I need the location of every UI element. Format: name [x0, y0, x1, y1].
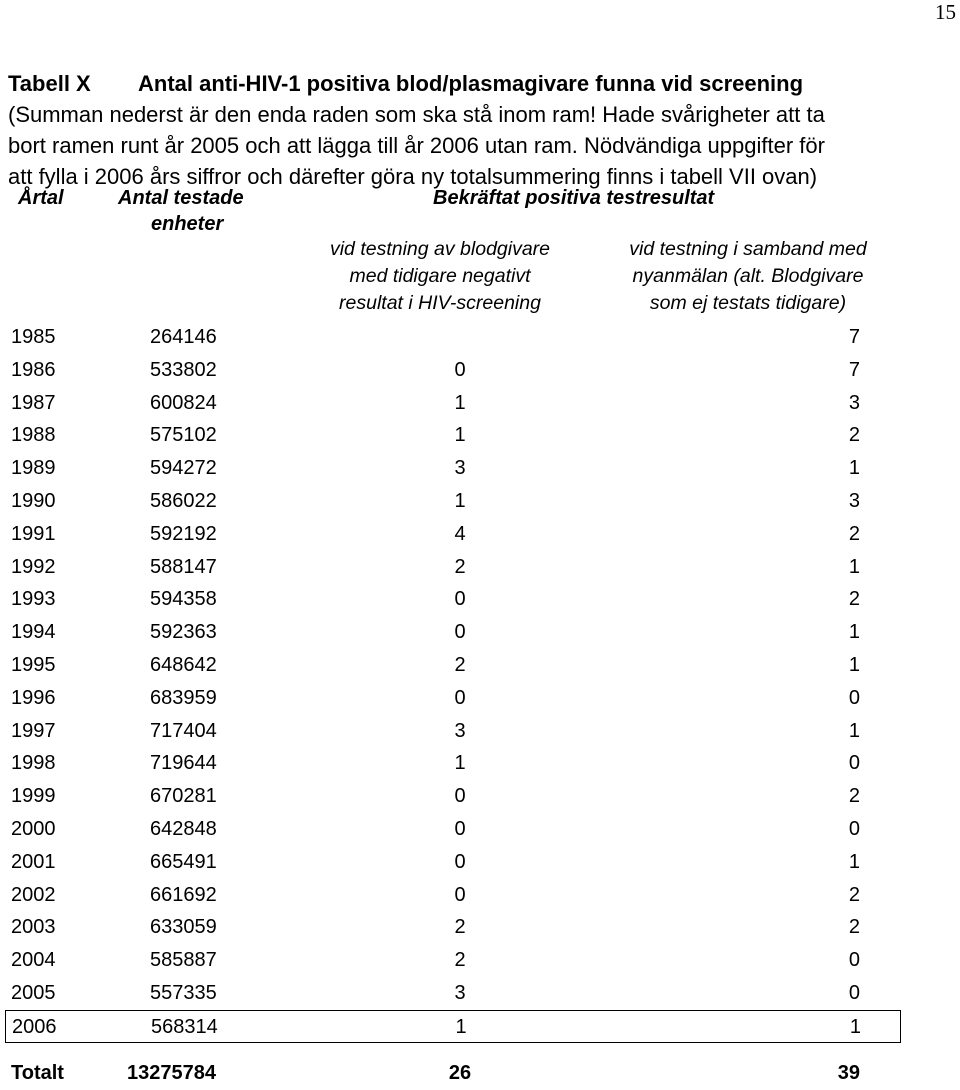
- cell-neg: 0: [454, 883, 466, 906]
- cell-new: 1: [849, 1015, 861, 1038]
- cell-units: 588147: [150, 555, 217, 578]
- cell-neg: 1: [455, 1015, 467, 1038]
- cell-new: 1: [848, 719, 860, 742]
- cell-units: 533802: [150, 358, 217, 381]
- header-neg-line-1: vid testning av blodgivare: [329, 238, 551, 260]
- cell-units: 719644: [150, 752, 217, 775]
- total-new: 39: [837, 1062, 860, 1084]
- cell-year: 1999: [11, 785, 56, 808]
- cell-new: 2: [848, 522, 860, 545]
- cell-year: 1992: [11, 555, 56, 578]
- cell-year: 1993: [11, 588, 56, 611]
- cell-year: 1996: [11, 686, 56, 709]
- cell-new: 7: [848, 326, 860, 348]
- table-row: [0, 911, 960, 944]
- cell-neg: 1: [454, 752, 466, 775]
- cell-units: 600824: [150, 391, 217, 414]
- caption-note-line-2: bort ramen runt år 2005 och att lägga till år 2006 utan ram. Nödvändiga uppgifter för: [8, 133, 825, 158]
- cell-units: 592363: [150, 621, 217, 644]
- table-caption: [8, 68, 960, 192]
- cell-new: 1: [848, 621, 860, 644]
- table-row: [0, 846, 960, 879]
- cell-year: 2000: [11, 818, 56, 840]
- cell-neg: 0: [454, 818, 466, 840]
- cell-units: 661692: [150, 883, 217, 906]
- cell-neg: 0: [454, 785, 466, 808]
- caption-title-line: [8, 68, 960, 99]
- cell-units: 575102: [150, 424, 217, 447]
- table-row: [0, 682, 960, 715]
- total-row: [0, 1057, 960, 1090]
- header-year: Årtal: [18, 187, 64, 209]
- cell-year: 1987: [11, 391, 56, 414]
- caption-note-line-3: att fylla i 2006 års siffror och därefter göra ny totalsummering finns i tabell VII ovan): [8, 164, 818, 189]
- cell-year: 1998: [11, 752, 56, 775]
- cell-new: 0: [848, 949, 860, 972]
- header-neg-line-2: med tidigare negativt: [349, 265, 531, 287]
- cell-new: 7: [848, 358, 860, 381]
- cell-neg: 4: [454, 522, 466, 545]
- cell-units: 557335: [150, 982, 217, 1004]
- header-neg-line-3: resultat i HIV-screening: [339, 292, 541, 314]
- table-row: [0, 747, 960, 780]
- cell-year: 2001: [11, 850, 56, 873]
- cell-new: 2: [848, 424, 860, 447]
- table-row: [0, 551, 960, 584]
- cell-year: 1990: [11, 490, 56, 512]
- cell-units: 670281: [150, 785, 217, 808]
- header-new-line-2: nyanmälan (alt. Blodgivare: [632, 265, 864, 287]
- cell-neg: 0: [454, 358, 466, 381]
- cell-year: 2005: [11, 982, 56, 1004]
- cell-units: 633059: [150, 916, 217, 939]
- table-row: [0, 583, 960, 616]
- cell-units: 642848: [150, 818, 217, 840]
- cell-year: 2006: [12, 1015, 57, 1038]
- caption-note-line-1: (Summan nederst är den enda raden som ska stå inom ram! Hade svårigheter att ta: [8, 102, 825, 127]
- table-row: [0, 485, 960, 518]
- cell-year: 1988: [11, 424, 56, 447]
- table-row: [0, 879, 960, 912]
- table-row: [0, 419, 960, 452]
- total-neg: 26: [448, 1062, 472, 1084]
- cell-neg: 0: [454, 686, 466, 709]
- cell-units: 665491: [150, 850, 217, 873]
- table-row: [0, 354, 960, 387]
- cell-units: 717404: [150, 719, 217, 742]
- cell-units: 594272: [150, 457, 217, 480]
- table-row: [0, 616, 960, 649]
- cell-neg: 3: [454, 457, 466, 480]
- cell-neg: 2: [454, 555, 466, 578]
- cell-neg: 1: [454, 391, 466, 414]
- table-row: [0, 780, 960, 813]
- header-units-line-2: enheter: [151, 213, 224, 235]
- cell-new: 1: [848, 654, 860, 676]
- header-new-line-1: vid testning i samband med: [629, 238, 867, 260]
- cell-units: 648642: [150, 654, 217, 676]
- header-confirmed: Bekräftat positiva testresultat: [433, 187, 715, 209]
- cell-year: 1989: [11, 457, 56, 480]
- table-row: [0, 387, 960, 420]
- cell-year: 2003: [11, 916, 56, 939]
- cell-new: 3: [848, 490, 860, 512]
- table-row: [0, 649, 960, 682]
- header-units-line-1: Antal testade: [118, 187, 244, 209]
- cell-neg: 0: [454, 621, 466, 644]
- cell-new: 1: [848, 555, 860, 578]
- cell-year: 1995: [11, 654, 56, 676]
- cell-units: 568314: [151, 1015, 218, 1038]
- cell-year: 2002: [11, 883, 56, 906]
- cell-neg: 0: [454, 850, 466, 873]
- cell-new: 0: [848, 752, 860, 775]
- cell-units: 592192: [150, 522, 217, 545]
- cell-new: 0: [848, 686, 860, 709]
- cell-new: 2: [848, 883, 860, 906]
- cell-new: 0: [848, 818, 860, 840]
- total-label: Totalt: [11, 1062, 64, 1084]
- table-row: [0, 321, 960, 354]
- cell-new: 3: [848, 391, 860, 414]
- cell-neg: 2: [454, 916, 466, 939]
- table-row: [0, 452, 960, 485]
- cell-units: 264146: [150, 326, 217, 348]
- table-row: [0, 944, 960, 977]
- cell-neg: 1: [454, 490, 466, 512]
- cell-new: 2: [848, 588, 860, 611]
- cell-units: 585887: [150, 949, 217, 972]
- cell-year: 1986: [11, 358, 56, 381]
- cell-year: 1985: [11, 326, 56, 348]
- cell-neg: 1: [454, 424, 466, 447]
- caption-label: Tabell X: [8, 71, 91, 96]
- cell-units: 586022: [150, 490, 217, 512]
- cell-units: 683959: [150, 686, 217, 709]
- cell-units: 594358: [150, 588, 217, 611]
- caption-title: Antal anti-HIV-1 positiva blod/plasmagivare funna vid screening: [138, 71, 804, 96]
- cell-new: 0: [848, 982, 860, 1004]
- cell-year: 1991: [11, 522, 56, 545]
- header-new-line-3: som ej testats tidigare): [649, 292, 847, 314]
- cell-neg: 0: [454, 588, 466, 611]
- cell-year: 1994: [11, 621, 56, 644]
- cell-new: 1: [848, 850, 860, 873]
- cell-year: 2004: [11, 949, 56, 972]
- cell-new: 2: [848, 785, 860, 808]
- cell-neg: 2: [454, 654, 466, 676]
- cell-new: 1: [848, 457, 860, 480]
- cell-neg: 2: [454, 949, 466, 972]
- table-row: [0, 977, 960, 1010]
- cell-new: 2: [848, 916, 860, 939]
- cell-year: 1997: [11, 719, 56, 742]
- table-row: [0, 715, 960, 748]
- page-number: 15: [935, 0, 956, 24]
- cell-neg: 3: [454, 719, 466, 742]
- cell-neg: 3: [454, 982, 466, 1004]
- table-row: [0, 518, 960, 551]
- total-units: 13275784: [127, 1062, 216, 1084]
- table-row: [5, 1010, 901, 1043]
- table-row: [0, 813, 960, 846]
